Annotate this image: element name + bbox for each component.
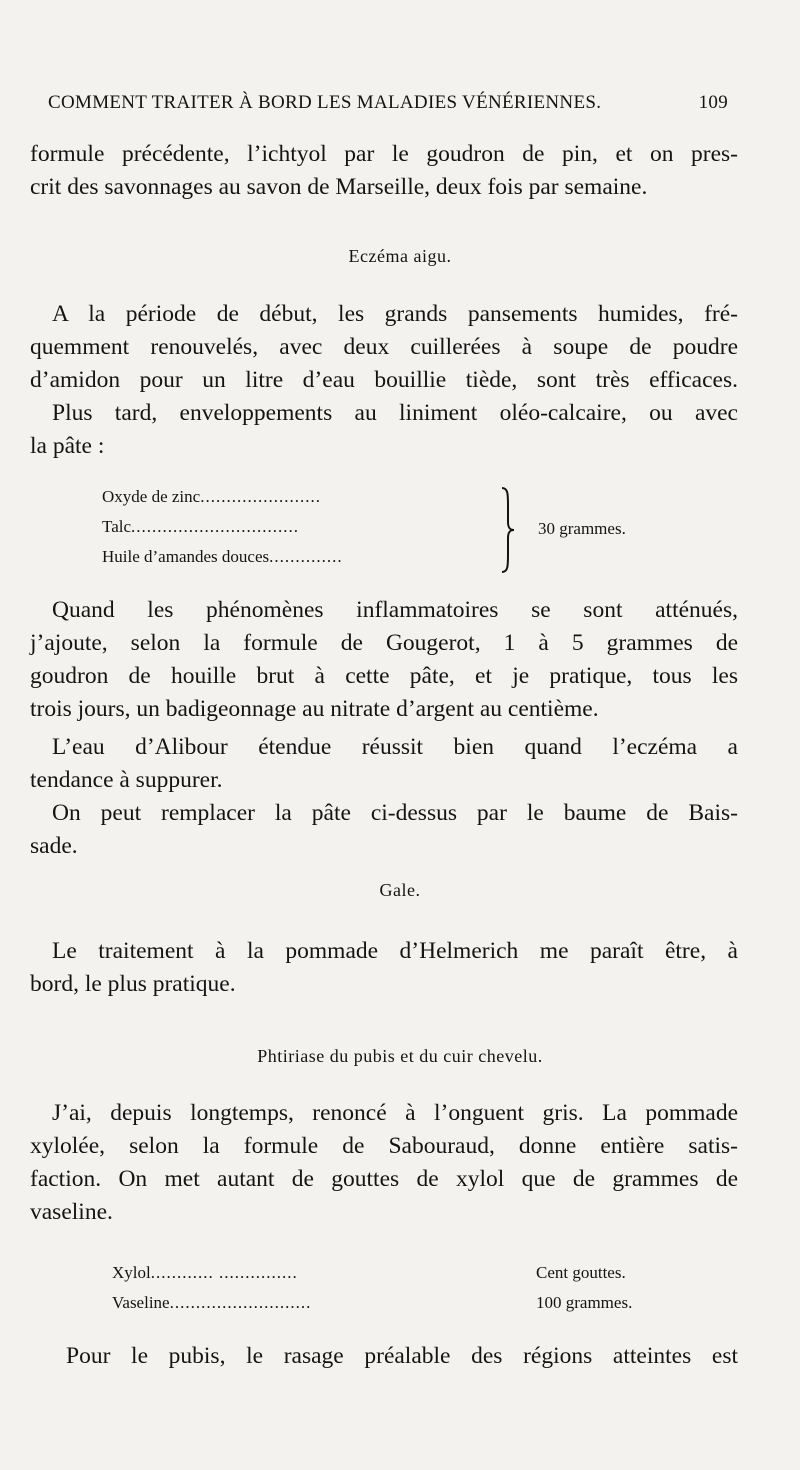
eczema-paragraph-4 (30, 731, 738, 797)
text-line: J’ai, depuis longtemps, renoncé à l’onguent gris. La pommade (52, 1100, 738, 1126)
text-line: trois jours, un badigeonnage au nitrate d’argent au centième. (30, 696, 599, 722)
leader-dots: .............. (269, 547, 343, 566)
running-head (48, 92, 728, 114)
gale-paragraph (30, 935, 738, 1001)
text-line: Pour le pubis, le rasage préalable des régions atteintes est (66, 1343, 738, 1369)
text-line: goudron de houille brut à cette pâte, et je pratique, tous les (30, 663, 738, 689)
eczema-paragraph-2 (30, 397, 738, 463)
section-heading-phtiriase: Phtiriase du pubis et du cuir chevelu. (257, 1046, 543, 1066)
text-line: la pâte : (30, 433, 105, 459)
formula-quantity: 100 grammes. (536, 1293, 633, 1312)
text-line: xylolée, selon la formule de Sabouraud, donne entière satis- (30, 1133, 738, 1159)
text-line: j’ajoute, selon la formule de Gougerot, 1 à 5 grammes de (30, 630, 738, 656)
formula-item: Vaseline (112, 1293, 170, 1312)
text-line: L’eau d’Alibour étendue réussit bien quand l’eczéma a (52, 734, 738, 760)
text-line: Quand les phénomènes inflammatoires se sont atténués, (52, 597, 738, 623)
text-line: crit des savonnages au savon de Marseille, deux fois par semaine. (30, 174, 648, 200)
text-line: A la période de début, les grands pansements humides, fré- (52, 301, 738, 327)
formula-row (102, 542, 498, 572)
formula-item: Xylol (112, 1263, 151, 1282)
formula-row (102, 512, 498, 542)
leader-dots: ............ ............... (150, 1263, 298, 1282)
eczema-paragraph-1 (30, 298, 738, 397)
eczema-formula-list (102, 482, 498, 572)
intro-paragraph (30, 138, 738, 204)
text-line: faction. On met autant de gouttes de xylol que de grammes de (30, 1166, 738, 1192)
page-number: 109 (698, 92, 728, 113)
text-line: Le traitement à la pommade d’Helmerich me paraît être, à (52, 938, 738, 964)
leader-dots: ................................ (131, 517, 300, 536)
leader-dots: ........................... (169, 1293, 312, 1312)
text-line: d’amidon pour un litre d’eau bouillie tiède, sont très efficaces. (30, 367, 738, 393)
section-heading-gale: Gale. (379, 880, 421, 900)
section-heading-eczema: Eczéma aigu. (348, 246, 452, 266)
running-head-title: COMMENT TRAITER À BORD LES MALADIES VÉNÉRIENNES. (48, 92, 602, 113)
formula-row (102, 482, 498, 512)
phtiriase-formula-list (112, 1258, 682, 1318)
eczema-paragraph-3 (30, 594, 738, 726)
eczema-formula-quantity: 30 grammes. (538, 519, 626, 538)
final-paragraph (30, 1340, 738, 1373)
text-line: quemment renouvelés, avec deux cuillerées à soupe de poudre (30, 334, 738, 360)
text-line: sade. (30, 833, 78, 859)
eczema-paragraph-5 (30, 797, 738, 863)
text-line: On peut remplacer la pâte ci-dessus par le baume de Bais- (52, 800, 738, 826)
formula-item: Huile d’amandes douces (102, 547, 270, 566)
text-line: Plus tard, enveloppements au liniment oléo-calcaire, ou avec (52, 400, 738, 426)
phtiriase-paragraph (30, 1097, 738, 1229)
text-line: formule précédente, l’ichtyol par le goudron de pin, et on pres- (30, 141, 738, 167)
text-line: tendance à suppurer. (30, 767, 223, 793)
formula-item: Oxyde de zinc (102, 487, 201, 506)
text-line: bord, le plus pratique. (30, 971, 236, 997)
formula-row (112, 1258, 682, 1288)
curly-brace-icon (498, 486, 518, 574)
formula-row (112, 1288, 682, 1318)
leader-dots: ....................... (200, 487, 321, 506)
formula-item: Talc (102, 517, 132, 536)
formula-quantity: Cent gouttes. (536, 1263, 626, 1282)
text-line: vaseline. (30, 1199, 113, 1225)
